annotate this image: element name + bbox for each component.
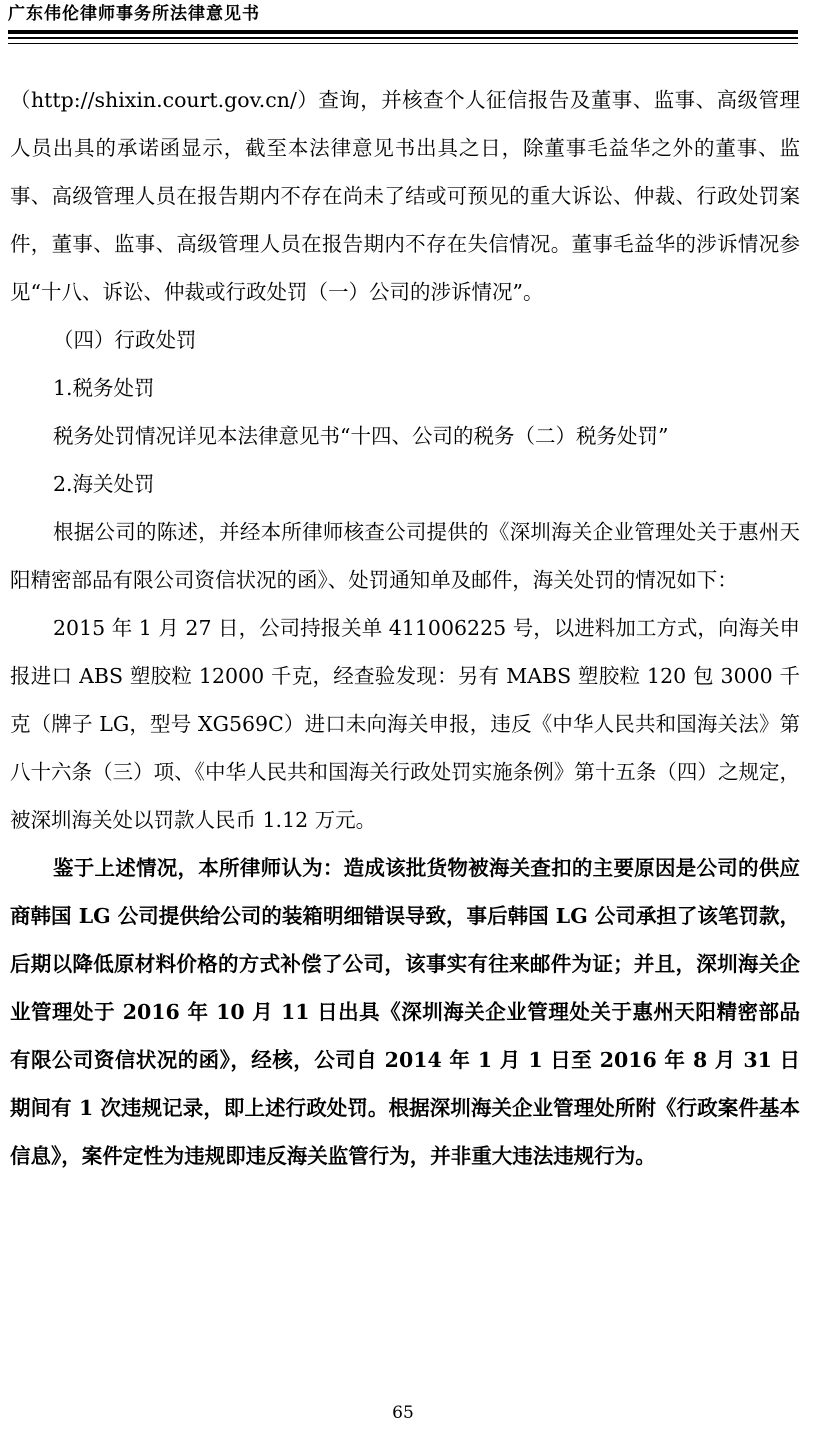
paragraph-lawyer-opinion: 鉴于上述情况，本所律师认为：造成该批货物被海关查扣的主要原因是公司的供应商韩国 LG 公司提供给公司的装箱明细错误导致，事后韩国 LG 公司承担了该笔罚款，后期以降低原材料价格的方式补偿了公司，该事实有往来邮件为证；并且，深圳海关企业管理处于 2016 年 10 月 11 日出具《深圳海关企业管理处关于惠州天阳精密部品有限公司资信状况的函》，经核，公司自 2014 年 1 月 1 日至 2016 年 8 月 31 日期间有 1 次违规记录，即上述行政处罚。根据深圳海关企业管理处所附《行政案件基本信息》，案件定性为违规即违反海关监管行为，并非重大违法违规行为。 — [10, 856, 800, 1168]
document-body — [10, 76, 800, 1180]
paragraph-customs-details: 2015 年 1 月 27 日，公司持报关单 411006225 号，以进料加工方式，向海关申报进口 ABS 塑胶粒 12000 千克，经查验发现：另有 MABS 塑胶粒 120 包 3000 千克（牌子 LG，型号 XG569C）进口未向海关申报，违反《中华人民共和国海关法》第八十六条（三）项、《中华人民共和国海关行政处罚实施条例》第十五条（四）之规定，被深圳海关处以罚款人民币 1.12 万元。 — [10, 616, 800, 832]
page-header — [8, 3, 798, 44]
header-rule-thick — [8, 30, 798, 34]
subheading-customs-penalty: 2.海关处罚 — [53, 472, 155, 496]
paragraph-tax-penalty: 税务处罚情况详见本法律意见书“十四、公司的税务（二）税务处罚” — [53, 424, 669, 448]
header-rule-thin — [8, 37, 798, 39]
paragraph-customs-intro: 根据公司的陈述，并经本所律师核查公司提供的《深圳海关企业管理处关于惠州天阳精密部品有限公司资信状况的函》、处罚通知单及邮件，海关处罚的情况如下： — [10, 520, 800, 592]
subheading-tax-penalty: 1.税务处罚 — [53, 376, 155, 400]
paragraph-litigation-check: （http://shixin.court.gov.cn/）查询，并核查个人征信报告及董事、监事、高级管理人员出具的承诺函显示，截至本法律意见书出具之日，除董事毛益华之外的董事、监事、高级管理人员在报告期内不存在尚未了结或可预见的重大诉讼、仲裁、行政处罚案件，董事、监事、高级管理人员在报告期内不存在失信情况。董事毛益华的涉诉情况参见“十八、诉讼、仲裁或行政处罚（一）公司的涉诉情况”。 — [10, 88, 800, 304]
header-title: 广东伟伦律师事务所法律意见书 — [8, 4, 260, 24]
section-heading-administrative-penalty: （四）行政处罚 — [53, 328, 197, 352]
header-rule-bottom — [8, 43, 798, 44]
page-number: 65 — [392, 1403, 414, 1423]
